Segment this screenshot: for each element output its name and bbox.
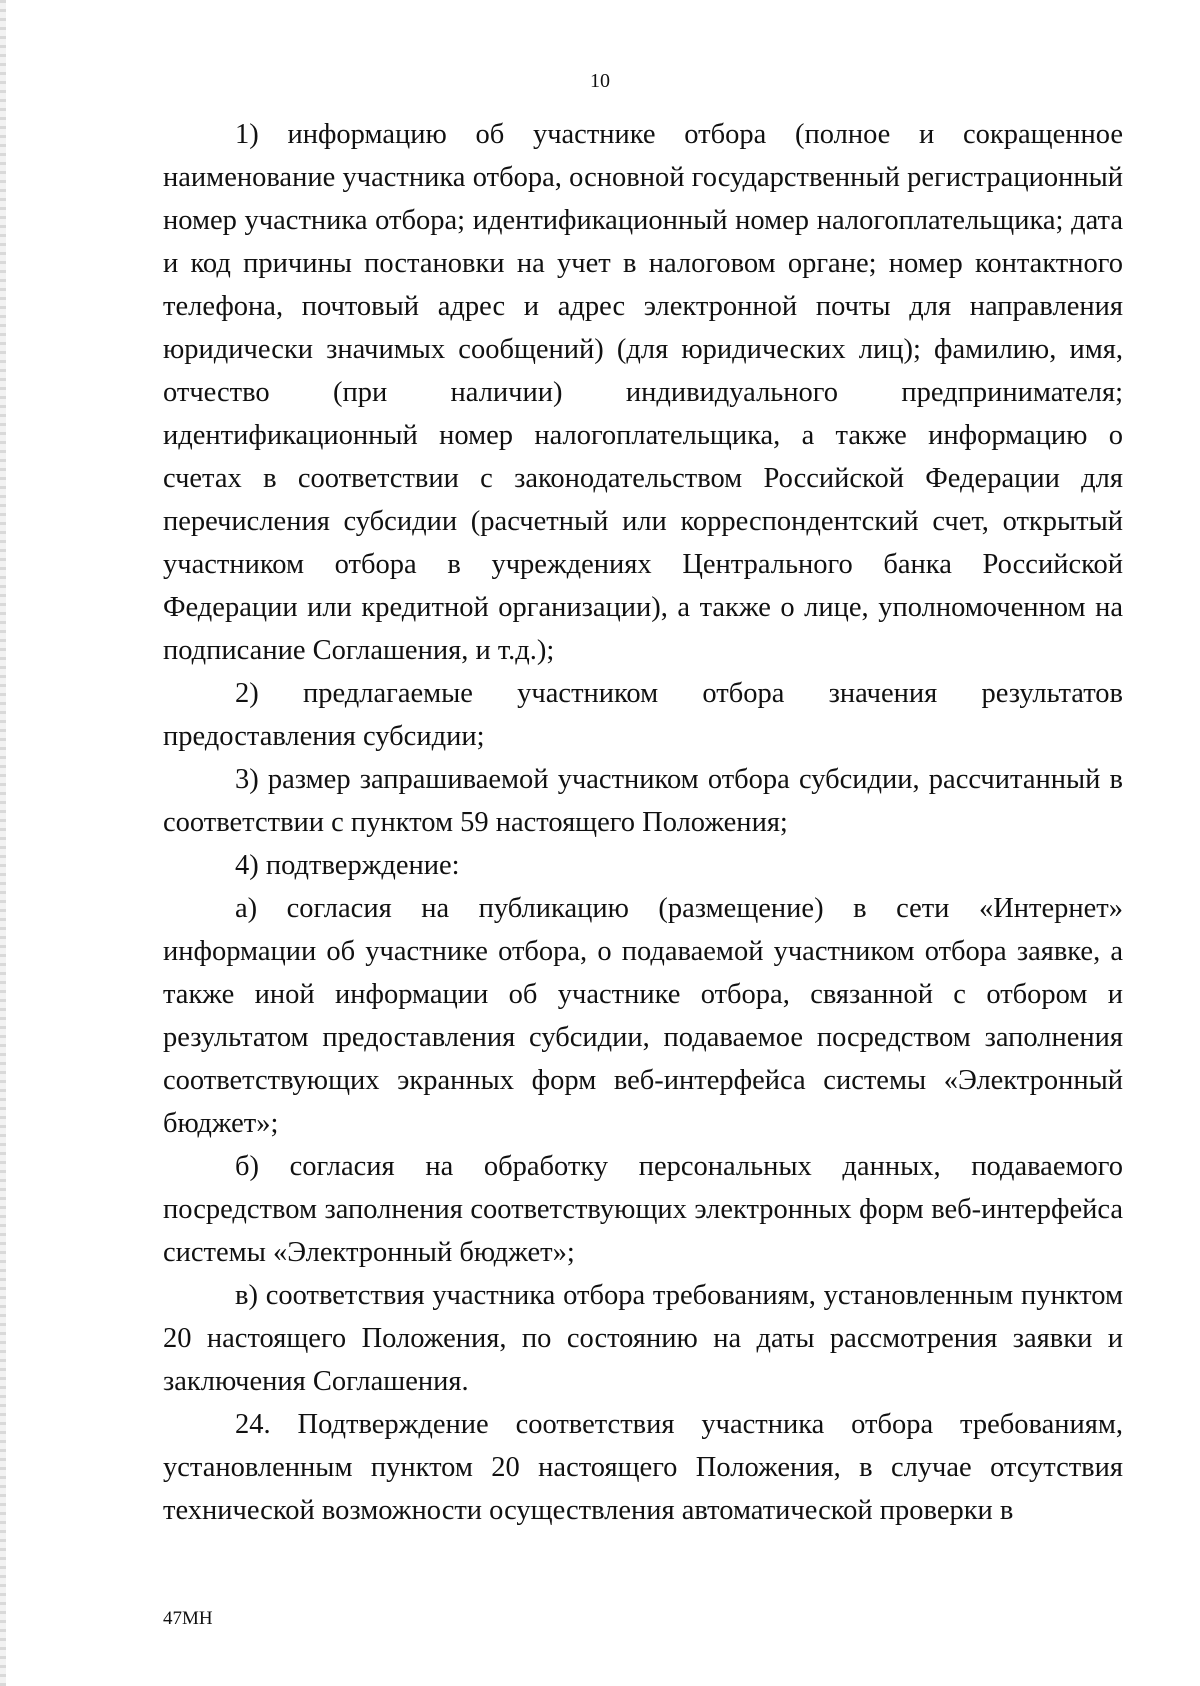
paragraph-item-2: 2) предлагаемые участником отбора значения результатов предоставления субсидии;: [163, 678, 1123, 752]
page-number: 10: [590, 70, 610, 92]
scan-edge: [0, 0, 6, 1686]
paragraph-subitem-v: в) соответствия участника отбора требованиям, установленным пунктом 20 настоящего Положения, по состоянию на даты рассмотрения заявки и заключения Соглашения.: [163, 1280, 1123, 1397]
document-body: [163, 113, 1123, 1532]
paragraph-item-1: 1) информацию об участнике отбора (полное и сокращенное наименование участника отбора, основной государственный регистрационный номер участника отбора; идентификационный номер налогоплательщика; дата и код причины постановки на учет в налоговом органе; номер контактного телефона, почтовый адрес и адрес электронной почты для направления юридически значимых сообщений) (для юридических лиц); фамилию, имя, отчество (при наличии) индивидуального предпринимателя; идентификационный номер налогоплательщика, а также информацию о счетах в соответствии с законодательством Российской Федерации для перечисления субсидии (расчетный или корреспондентский счет, открытый участником отбора в учреждениях Центрального банка Российской Федерации или кредитной организации), а также о лице, уполномоченном на подписание Соглашения, и т.д.);: [163, 119, 1123, 666]
paragraph-clause-24: 24. Подтверждение соответствия участника отбора требованиям, установленным пунктом 20 настоящего Положения, в случае отсутствия технической возможности осуществления автоматической проверки в: [163, 1409, 1123, 1526]
document-code: 47МН: [163, 1608, 213, 1629]
paragraph-item-3: 3) размер запрашиваемой участником отбора субсидии, рассчитанный в соответствии с пунктом 59 настоящего Положения;: [163, 764, 1123, 838]
paragraph-subitem-b: б) согласия на обработку персональных данных, подаваемого посредством заполнения соответствующих электронных форм веб-интерфейса системы «Электронный бюджет»;: [163, 1151, 1123, 1268]
paragraph-item-4: 4) подтверждение:: [235, 850, 460, 881]
paragraph-subitem-a: а) согласия на публикацию (размещение) в сети «Интернет» информации об участнике отбора, о подаваемой участником отбора заявке, а также иной информации об участнике отбора, связанной с отбором и результатом предоставления субсидии, подаваемое посредством заполнения соответствующих экранных форм веб-интерфейса системы «Электронный бюджет»;: [163, 893, 1123, 1139]
